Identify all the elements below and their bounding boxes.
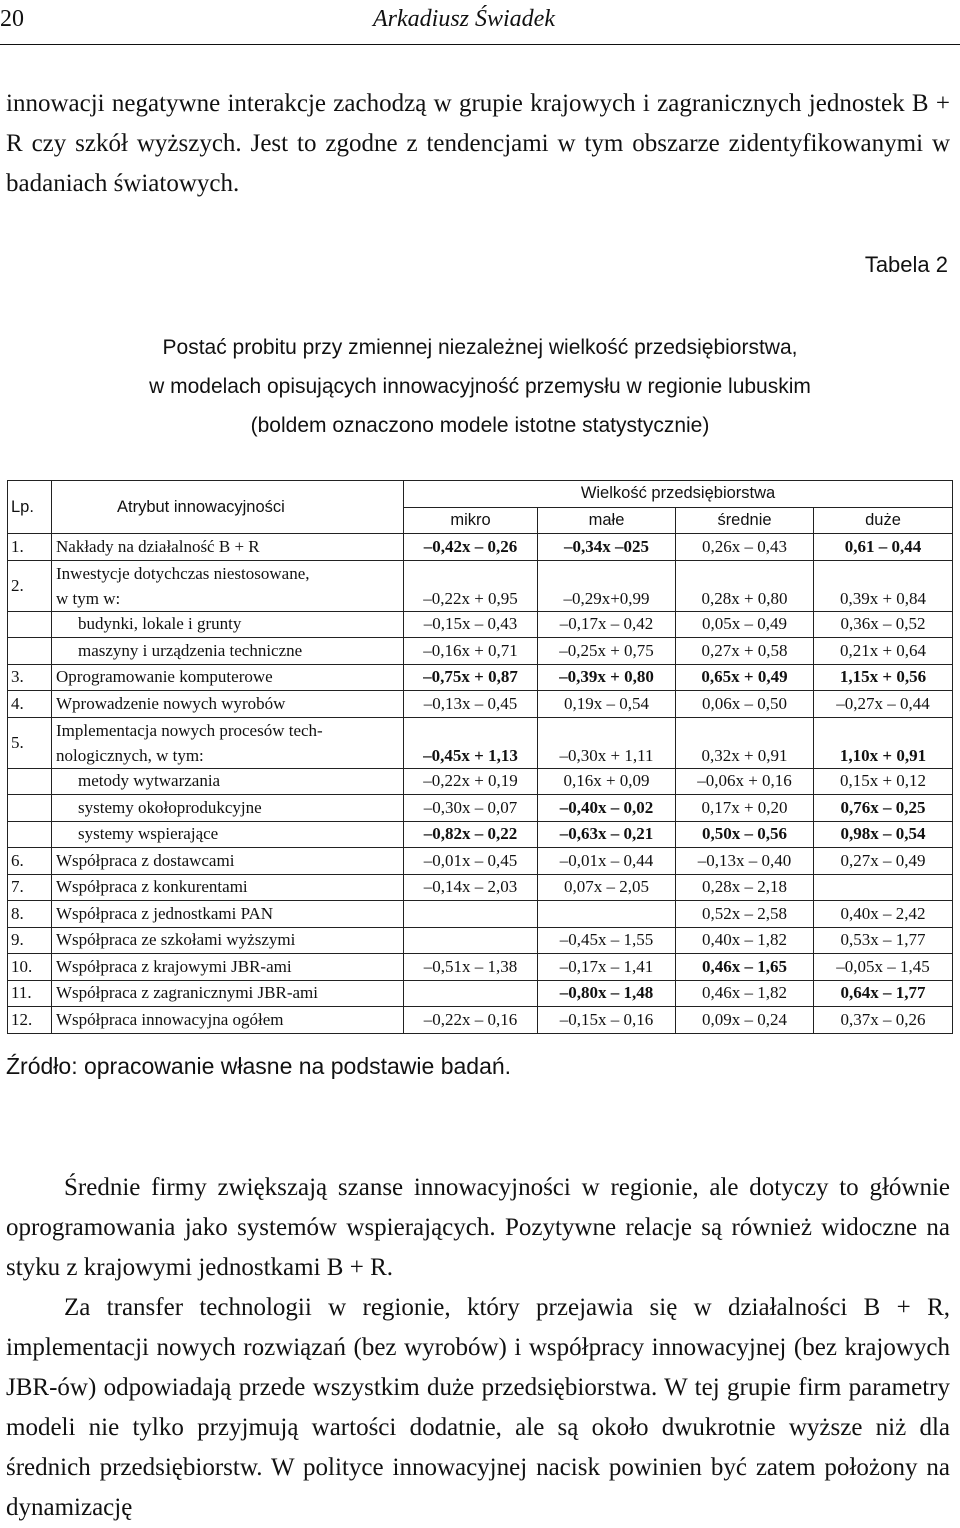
caption-line-2: w modelach opisujących innowacyjność przemysłu w regionie lubuskim xyxy=(149,375,811,398)
header-size-srednie: średnie xyxy=(676,507,814,534)
cell-duze: 0,76x – 0,25 xyxy=(814,795,953,822)
row-number xyxy=(8,795,52,822)
table-row xyxy=(8,717,953,768)
cell-duze: 0,64x – 1,77 xyxy=(814,980,953,1007)
page-number: 20 xyxy=(0,6,24,32)
cell-male: –0,25x + 0,75 xyxy=(538,638,676,665)
source-note: Źródło: opracowanie własne na podstawie badań. xyxy=(6,1053,512,1079)
cell-srednie: –0,06x + 0,16 xyxy=(676,768,814,795)
header-size-duze: duże xyxy=(814,507,953,534)
header-rule xyxy=(0,44,960,45)
row-number: 5. xyxy=(8,717,52,768)
row-attribute: Nakłady na działalność B + R xyxy=(52,534,404,561)
table-row xyxy=(8,638,953,665)
row-number: 4. xyxy=(8,691,52,718)
cell-male: –0,34x –025 xyxy=(538,534,676,561)
row-attribute-line-2: nologicznych, w tym: xyxy=(56,745,204,765)
row-number: 3. xyxy=(8,664,52,691)
cell-srednie: 0,40x – 1,82 xyxy=(676,927,814,954)
cell-duze: –0,27x – 0,44 xyxy=(814,691,953,718)
cell-srednie: 0,27x + 0,58 xyxy=(676,638,814,665)
row-number: 10. xyxy=(8,954,52,981)
row-number: 9. xyxy=(8,927,52,954)
paragraph-body xyxy=(6,1168,950,1528)
cell-male: –0,80x – 1,48 xyxy=(538,980,676,1007)
cell-srednie: 0,17x + 0,20 xyxy=(676,795,814,822)
row-attribute: Współpraca innowacyjna ogółem xyxy=(52,1007,404,1034)
cell-mikro xyxy=(404,980,538,1007)
cell-mikro xyxy=(404,901,538,928)
cell-mikro: –0,45x + 1,13 xyxy=(404,717,538,768)
cell-srednie: 0,28x – 2,18 xyxy=(676,874,814,901)
caption-line-3: (boldem oznaczono modele istotne statystycznie) xyxy=(250,414,710,437)
cell-mikro: –0,13x – 0,45 xyxy=(404,691,538,718)
cell-duze: 0,98x – 0,54 xyxy=(814,821,953,848)
cell-duze: 0,40x – 2,42 xyxy=(814,901,953,928)
table-row xyxy=(8,560,953,611)
paragraph-large-firms: Za transfer technologii w regionie, który przejawia się w działalności B + R, implementacji nowych rozwiązań (bez wyrobów) i współpracy innowacyjnej (bez krajowych JBR-ów) odpowiadają przede wszystkim duże przedsiębiorstwa. W tej grupie firm parametry modeli nie tylko przyjmują wartości dodatnie, ale są około dwukrotnie wyższe niż dla średnich przedsiębiorstw. W polityce innowacyjnej nacisk powinien być zatem położony na dynamizację xyxy=(6,1294,950,1521)
cell-duze: 0,27x – 0,49 xyxy=(814,848,953,875)
cell-duze xyxy=(814,874,953,901)
cell-srednie: 0,46x – 1,82 xyxy=(676,980,814,1007)
row-number xyxy=(8,821,52,848)
cell-mikro: –0,51x – 1,38 xyxy=(404,954,538,981)
row-attribute-line-1: Inwestycje dotychczas niestosowane, xyxy=(56,563,310,583)
table-row xyxy=(8,848,953,875)
cell-duze: 0,53x – 1,77 xyxy=(814,927,953,954)
table-row xyxy=(8,901,953,928)
row-number xyxy=(8,768,52,795)
cell-duze: 0,36x – 0,52 xyxy=(814,611,953,638)
table-row xyxy=(8,927,953,954)
row-attribute: budynki, lokale i grunty xyxy=(52,611,404,638)
row-attribute: Oprogramowanie komputerowe xyxy=(52,664,404,691)
cell-srednie: 0,46x – 1,65 xyxy=(676,954,814,981)
cell-mikro: –0,75x + 0,87 xyxy=(404,664,538,691)
header-size-mikro: mikro xyxy=(404,507,538,534)
running-title: Arkadiusz Świadek xyxy=(373,6,555,32)
cell-male: –0,15x – 0,16 xyxy=(538,1007,676,1034)
cell-srednie: 0,06x – 0,50 xyxy=(676,691,814,718)
cell-mikro: –0,30x – 0,07 xyxy=(404,795,538,822)
cell-male: –0,40x – 0,02 xyxy=(538,795,676,822)
row-attribute: systemy okołoprodukcyjne xyxy=(52,795,404,822)
cell-srednie: 0,32x + 0,91 xyxy=(676,717,814,768)
cell-duze: 0,61 – 0,44 xyxy=(814,534,953,561)
cell-mikro xyxy=(404,927,538,954)
cell-srednie: 0,50x – 0,56 xyxy=(676,821,814,848)
row-attribute: Współpraca z krajowymi JBR-ami xyxy=(52,954,404,981)
cell-male: –0,29x+0,99 xyxy=(538,560,676,611)
cell-mikro: –0,15x – 0,43 xyxy=(404,611,538,638)
table-label: Tabela 2 xyxy=(864,252,948,277)
table-row xyxy=(8,664,953,691)
row-attribute: Współpraca ze szkołami wyższymi xyxy=(52,927,404,954)
cell-srednie: 0,52x – 2,58 xyxy=(676,901,814,928)
row-attribute xyxy=(52,717,404,768)
row-number: 2. xyxy=(8,560,52,611)
row-attribute-line-1: Implementacja nowych procesów tech- xyxy=(56,720,323,740)
row-number: 11. xyxy=(8,980,52,1007)
row-attribute xyxy=(52,560,404,611)
cell-srednie: 0,09x – 0,24 xyxy=(676,1007,814,1034)
cell-srednie: 0,26x – 0,43 xyxy=(676,534,814,561)
row-number xyxy=(8,611,52,638)
cell-male: 0,16x + 0,09 xyxy=(538,768,676,795)
cell-srednie: 0,28x + 0,80 xyxy=(676,560,814,611)
cell-male: 0,19x – 0,54 xyxy=(538,691,676,718)
row-number xyxy=(8,638,52,665)
header-lp: Lp. xyxy=(8,481,52,534)
row-number: 7. xyxy=(8,874,52,901)
table-row xyxy=(8,795,953,822)
page-header xyxy=(0,0,960,38)
cell-mikro: –0,16x + 0,71 xyxy=(404,638,538,665)
cell-mikro: –0,82x – 0,22 xyxy=(404,821,538,848)
row-attribute: Współpraca z dostawcami xyxy=(52,848,404,875)
table-row xyxy=(8,874,953,901)
row-attribute: Współpraca z konkurentami xyxy=(52,874,404,901)
cell-duze: 0,39x + 0,84 xyxy=(814,560,953,611)
probit-table xyxy=(7,480,953,1034)
cell-male: –0,63x – 0,21 xyxy=(538,821,676,848)
table-caption xyxy=(0,328,960,445)
cell-male: –0,01x – 0,44 xyxy=(538,848,676,875)
row-attribute: Wprowadzenie nowych wyrobów xyxy=(52,691,404,718)
row-attribute: systemy wspierające xyxy=(52,821,404,848)
cell-mikro: –0,22x – 0,16 xyxy=(404,1007,538,1034)
row-attribute: Współpraca z jednostkami PAN xyxy=(52,901,404,928)
cell-male: –0,30x + 1,11 xyxy=(538,717,676,768)
cell-male: –0,45x – 1,55 xyxy=(538,927,676,954)
row-number: 1. xyxy=(8,534,52,561)
cell-duze: 0,21x + 0,64 xyxy=(814,638,953,665)
cell-mikro: –0,14x – 2,03 xyxy=(404,874,538,901)
cell-mikro: –0,42x – 0,26 xyxy=(404,534,538,561)
table-row xyxy=(8,821,953,848)
cell-male: 0,07x – 2,05 xyxy=(538,874,676,901)
row-attribute: maszyny i urządzenia techniczne xyxy=(52,638,404,665)
cell-srednie: –0,13x – 0,40 xyxy=(676,848,814,875)
table-row xyxy=(8,691,953,718)
cell-srednie: 0,05x – 0,49 xyxy=(676,611,814,638)
cell-mikro: –0,22x + 0,19 xyxy=(404,768,538,795)
cell-male: –0,39x + 0,80 xyxy=(538,664,676,691)
caption-line-1: Postać probitu przy zmiennej niezależnej wielkość przedsiębiorstwa, xyxy=(162,336,798,359)
table-row xyxy=(8,954,953,981)
cell-duze: 0,37x – 0,26 xyxy=(814,1007,953,1034)
cell-mikro: –0,22x + 0,95 xyxy=(404,560,538,611)
table-row xyxy=(8,980,953,1007)
header-attribute: Atrybut innowacyjności xyxy=(52,481,404,534)
cell-duze: 0,15x + 0,12 xyxy=(814,768,953,795)
table-row xyxy=(8,768,953,795)
row-attribute-line-2: w tym w: xyxy=(56,588,121,608)
cell-male: –0,17x – 0,42 xyxy=(538,611,676,638)
table-row xyxy=(8,611,953,638)
row-attribute: metody wytwarzania xyxy=(52,768,404,795)
cell-duze: –0,05x – 1,45 xyxy=(814,954,953,981)
cell-mikro: –0,01x – 0,45 xyxy=(404,848,538,875)
row-number: 12. xyxy=(8,1007,52,1034)
cell-duze: 1,10x + 0,91 xyxy=(814,717,953,768)
paragraph-medium-firms: Średnie firmy zwiększają szanse innowacyjności w regionie, ale dotyczy to głównie oprogramowania jako systemów wspierających. Pozytywne relacje są również widoczne na styku z krajowymi jednostkami B + R. xyxy=(6,1174,950,1281)
row-attribute: Współpraca z zagranicznymi JBR-ami xyxy=(52,980,404,1007)
cell-male: –0,17x – 1,41 xyxy=(538,954,676,981)
header-size-group: Wielkość przedsiębiorstwa xyxy=(404,481,953,508)
cell-duze: 1,15x + 0,56 xyxy=(814,664,953,691)
row-number: 8. xyxy=(8,901,52,928)
table-row xyxy=(8,534,953,561)
row-number: 6. xyxy=(8,848,52,875)
paragraph-intro: innowacji negatywne interakcje zachodzą w grupie krajowych i zagranicznych jednostek B + R czy szkół wyższych. Jest to zgodne z tendencjami w tym obszarze zidentyfikowanymi w badaniach światowych. xyxy=(6,90,950,197)
table-row xyxy=(8,1007,953,1034)
cell-srednie: 0,65x + 0,49 xyxy=(676,664,814,691)
header-size-male: małe xyxy=(538,507,676,534)
cell-male xyxy=(538,901,676,928)
